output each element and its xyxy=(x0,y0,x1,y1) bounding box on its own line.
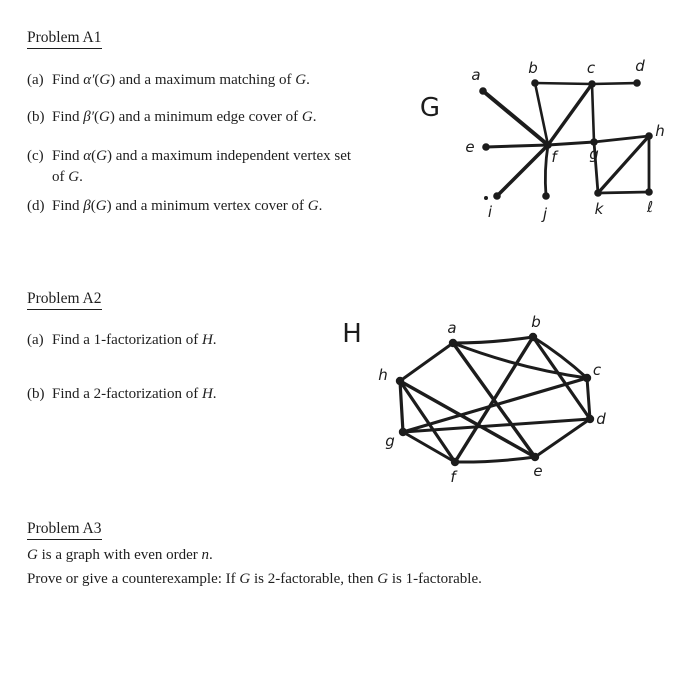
item-label: (b) xyxy=(27,109,45,125)
vertex-label-l: ℓ xyxy=(646,198,654,216)
edge-e-f xyxy=(486,145,548,147)
item-label: (c) xyxy=(27,148,44,164)
vertex-b xyxy=(531,79,539,87)
vertex-f xyxy=(451,458,459,466)
edge-h-k xyxy=(598,136,649,193)
vertex-label-f: f xyxy=(450,468,456,486)
edge-k-l xyxy=(598,192,649,193)
item-text-line1: Find α(G) and a maximum independent vertex set xyxy=(52,148,352,164)
item-text: Find β′(G) and a minimum edge cover of G. xyxy=(52,109,317,125)
edge-b-c xyxy=(533,337,587,378)
vertex-c xyxy=(583,374,591,382)
problem-a1-title: Problem A1 xyxy=(27,29,102,49)
edge-e-h xyxy=(400,381,535,457)
item-label: (d) xyxy=(27,198,45,214)
graph-g-drawing xyxy=(415,50,698,240)
problem-a1-item-d xyxy=(27,196,422,217)
vertex-b xyxy=(529,333,537,341)
item-label: (a) xyxy=(27,72,44,88)
edge-f-h xyxy=(400,381,455,462)
vertex-l xyxy=(645,188,653,196)
vertex-label-b: b xyxy=(531,313,541,331)
graph-name-H: H xyxy=(342,319,362,349)
vertex-h xyxy=(645,132,653,140)
vertex-label-e: e xyxy=(533,462,543,480)
problem-a1-heading xyxy=(27,29,102,49)
vertex-d xyxy=(633,79,641,87)
vertex-label-g: g xyxy=(385,432,395,450)
vertex-d xyxy=(586,415,594,423)
edge-f-g xyxy=(403,432,455,462)
vertex-label-i: i xyxy=(487,203,493,221)
vertex-label-h: h xyxy=(378,366,388,384)
vertex-h xyxy=(396,377,404,385)
problem-a1-item-c xyxy=(27,146,422,188)
graph-g-figure xyxy=(415,50,698,240)
edge-f-i xyxy=(497,145,548,196)
vertex-a xyxy=(479,87,487,95)
edge-b-c xyxy=(535,83,592,84)
vertex-label-d: d xyxy=(635,57,645,75)
problem-a1-item-b xyxy=(27,107,422,128)
vertex-e xyxy=(482,143,490,151)
vertex-label-a: a xyxy=(471,66,481,84)
item-label: (a) xyxy=(27,332,44,348)
problem-a2-heading xyxy=(27,290,102,310)
edge-a-b xyxy=(453,337,533,343)
item-text: Find β(G) and a minimum vertex cover of G. xyxy=(52,198,323,214)
edge-e-f xyxy=(455,457,535,462)
item-text: Find a 1-factorization of H. xyxy=(52,332,217,348)
stray-dot xyxy=(484,196,488,200)
vertex-label-c: c xyxy=(586,59,596,77)
edge-c-g xyxy=(592,84,594,142)
vertex-label-a: a xyxy=(447,319,457,337)
vertex-e xyxy=(531,453,539,461)
vertex-label-f: f xyxy=(551,148,557,166)
vertex-i xyxy=(493,192,501,200)
item-text: Find a 2-factorization of H. xyxy=(52,386,217,402)
item-label: (b) xyxy=(27,386,45,402)
edge-g-h xyxy=(594,136,649,142)
vertex-label-h: h xyxy=(655,122,665,140)
item-text xyxy=(52,146,422,188)
vertex-label-j: j xyxy=(542,205,548,223)
edge-c-d xyxy=(592,83,637,84)
item-text-line2: of G. xyxy=(52,169,83,185)
edge-h-a xyxy=(400,343,453,381)
vertex-label-c: c xyxy=(592,361,602,379)
item-text: Find α′(G) and a maximum matching of G. xyxy=(52,72,310,88)
vertex-k xyxy=(594,189,602,197)
graph-h-drawing xyxy=(335,305,660,500)
vertex-c xyxy=(588,80,596,88)
graph-h-figure xyxy=(335,305,660,500)
edge-g-h xyxy=(400,381,403,432)
problem-a3-line2: Prove or give a counterexample: If G is 2-factorable, then G is 1-factorable. xyxy=(27,571,482,587)
vertex-label-d: d xyxy=(596,410,606,428)
edge-d-e xyxy=(535,419,590,457)
vertex-a xyxy=(449,339,457,347)
edge-c-f xyxy=(548,84,592,145)
vertex-g xyxy=(399,428,407,436)
problem-a3-title: Problem A3 xyxy=(27,520,102,540)
graph-name-G: G xyxy=(419,93,441,123)
problem-a3-heading xyxy=(27,520,102,540)
problem-a2-title: Problem A2 xyxy=(27,290,102,310)
vertex-label-g: g xyxy=(589,145,599,163)
vertex-label-k: k xyxy=(594,200,604,218)
vertex-label-e: e xyxy=(465,138,475,156)
vertex-label-b: b xyxy=(528,59,538,77)
problem-a3-line1: G is a graph with even order n. xyxy=(27,547,213,563)
edge-f-j xyxy=(545,145,548,196)
edge-f-g xyxy=(548,142,594,145)
vertex-j xyxy=(542,192,550,200)
problem-a1-item-a xyxy=(27,70,422,91)
